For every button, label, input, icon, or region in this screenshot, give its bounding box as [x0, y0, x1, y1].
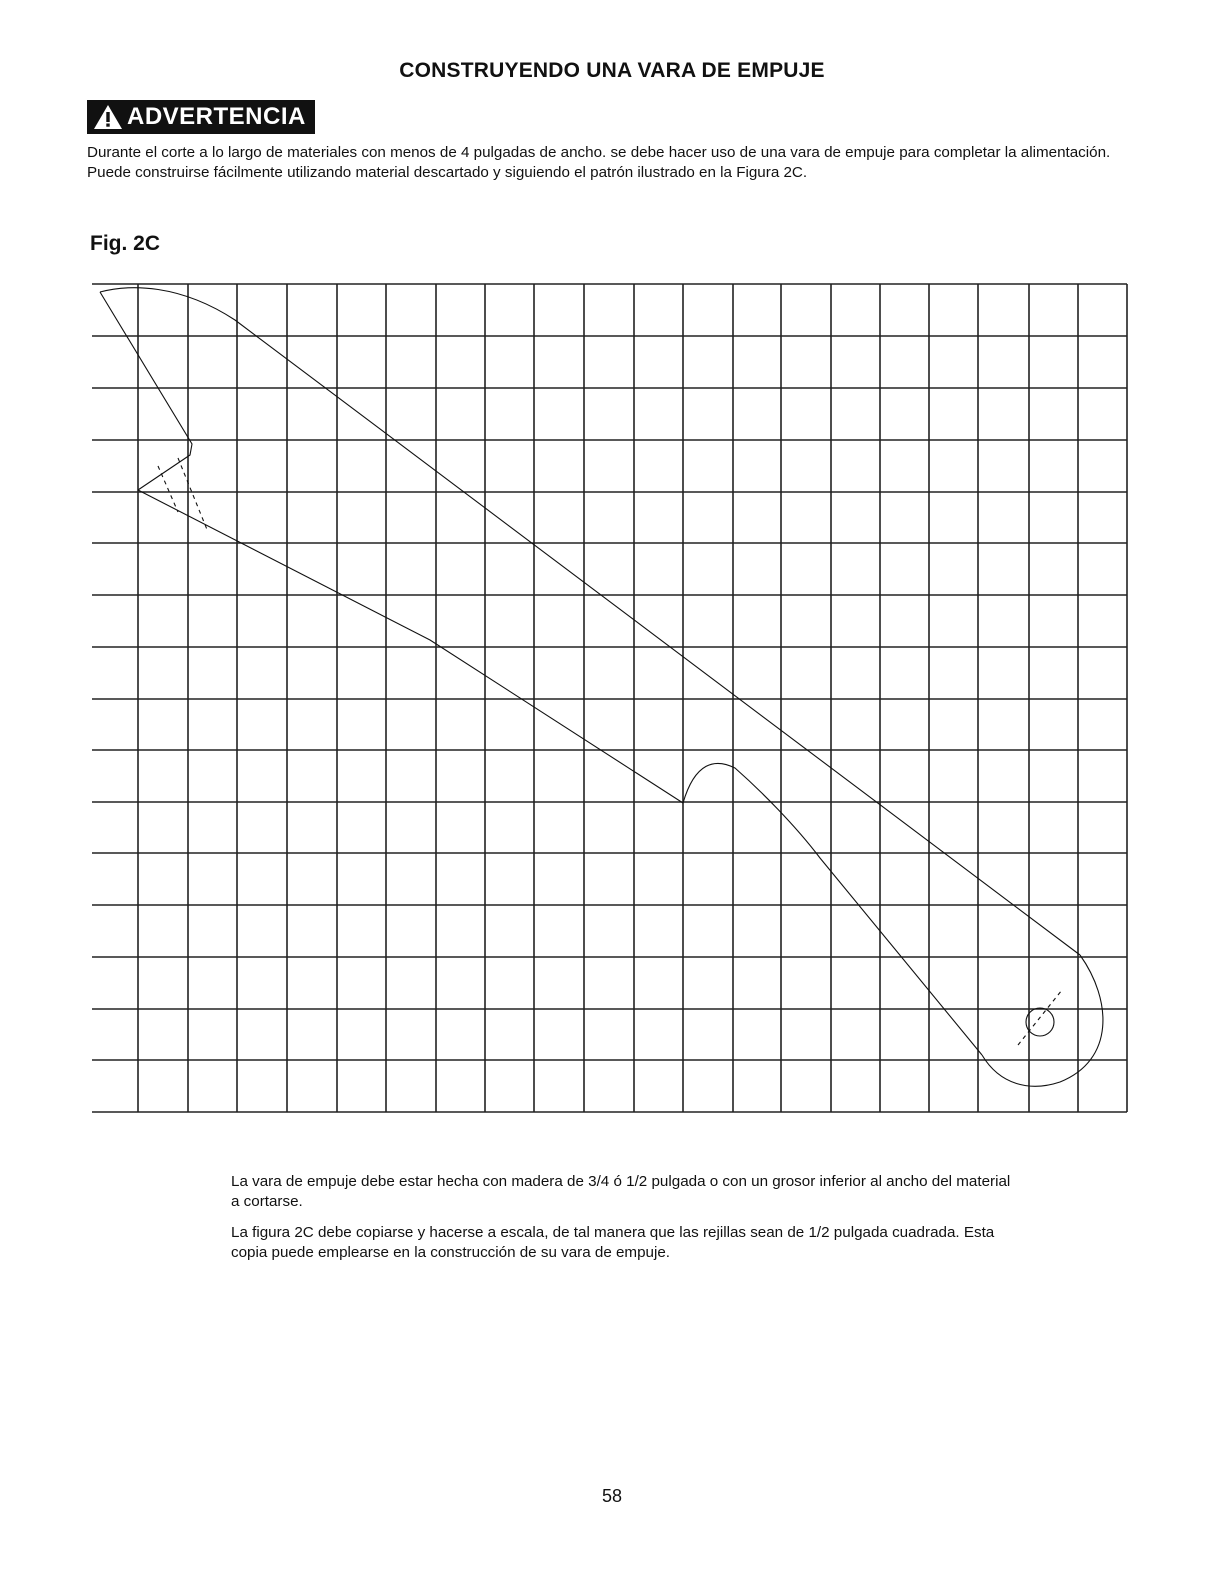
- outline-hanging-hole: [1026, 1008, 1054, 1036]
- pattern-grid: [92, 284, 1127, 1112]
- figure-label: Fig. 2C: [90, 232, 161, 255]
- note-paragraph: La figura 2C debe copiarse y hacerse a escala, de tal manera que las rejillas sean de 1/2 pulgada cuadrada. Esta copia puede emplearse en la construcción de su vara de empuje.: [231, 1224, 995, 1261]
- page-title: CONSTRUYENDO UNA VARA DE EMPUJE: [399, 59, 825, 82]
- outline-notch-dashes: [158, 458, 208, 532]
- outline-handle-arc: [982, 955, 1103, 1086]
- outline-bottom-edge: [138, 490, 982, 1055]
- note-paragraph: La vara de empuje debe estar hecha con madera de 3/4 ó 1/2 pulgada o con un grosor inferior al ancho del material a cortarse.: [231, 1173, 1011, 1210]
- notes-section: [231, 1172, 1011, 1274]
- outline-notch: [100, 292, 192, 490]
- page-number: 58: [601, 1486, 623, 1506]
- outline-hole-axis: [1018, 990, 1062, 1045]
- intro-paragraph: Durante el corte a lo largo de materiales con menos de 4 pulgadas de ancho. se debe hacer uso de una vara de empuje para completar la alimentación. Puede construirse fácilmente utilizando material descartado y siguiendo el patrón ilustrado en la Figura 2C.: [87, 144, 1111, 181]
- push-stick-outline: [100, 288, 1103, 1087]
- warning-label: ADVERTENCIA: [127, 103, 306, 130]
